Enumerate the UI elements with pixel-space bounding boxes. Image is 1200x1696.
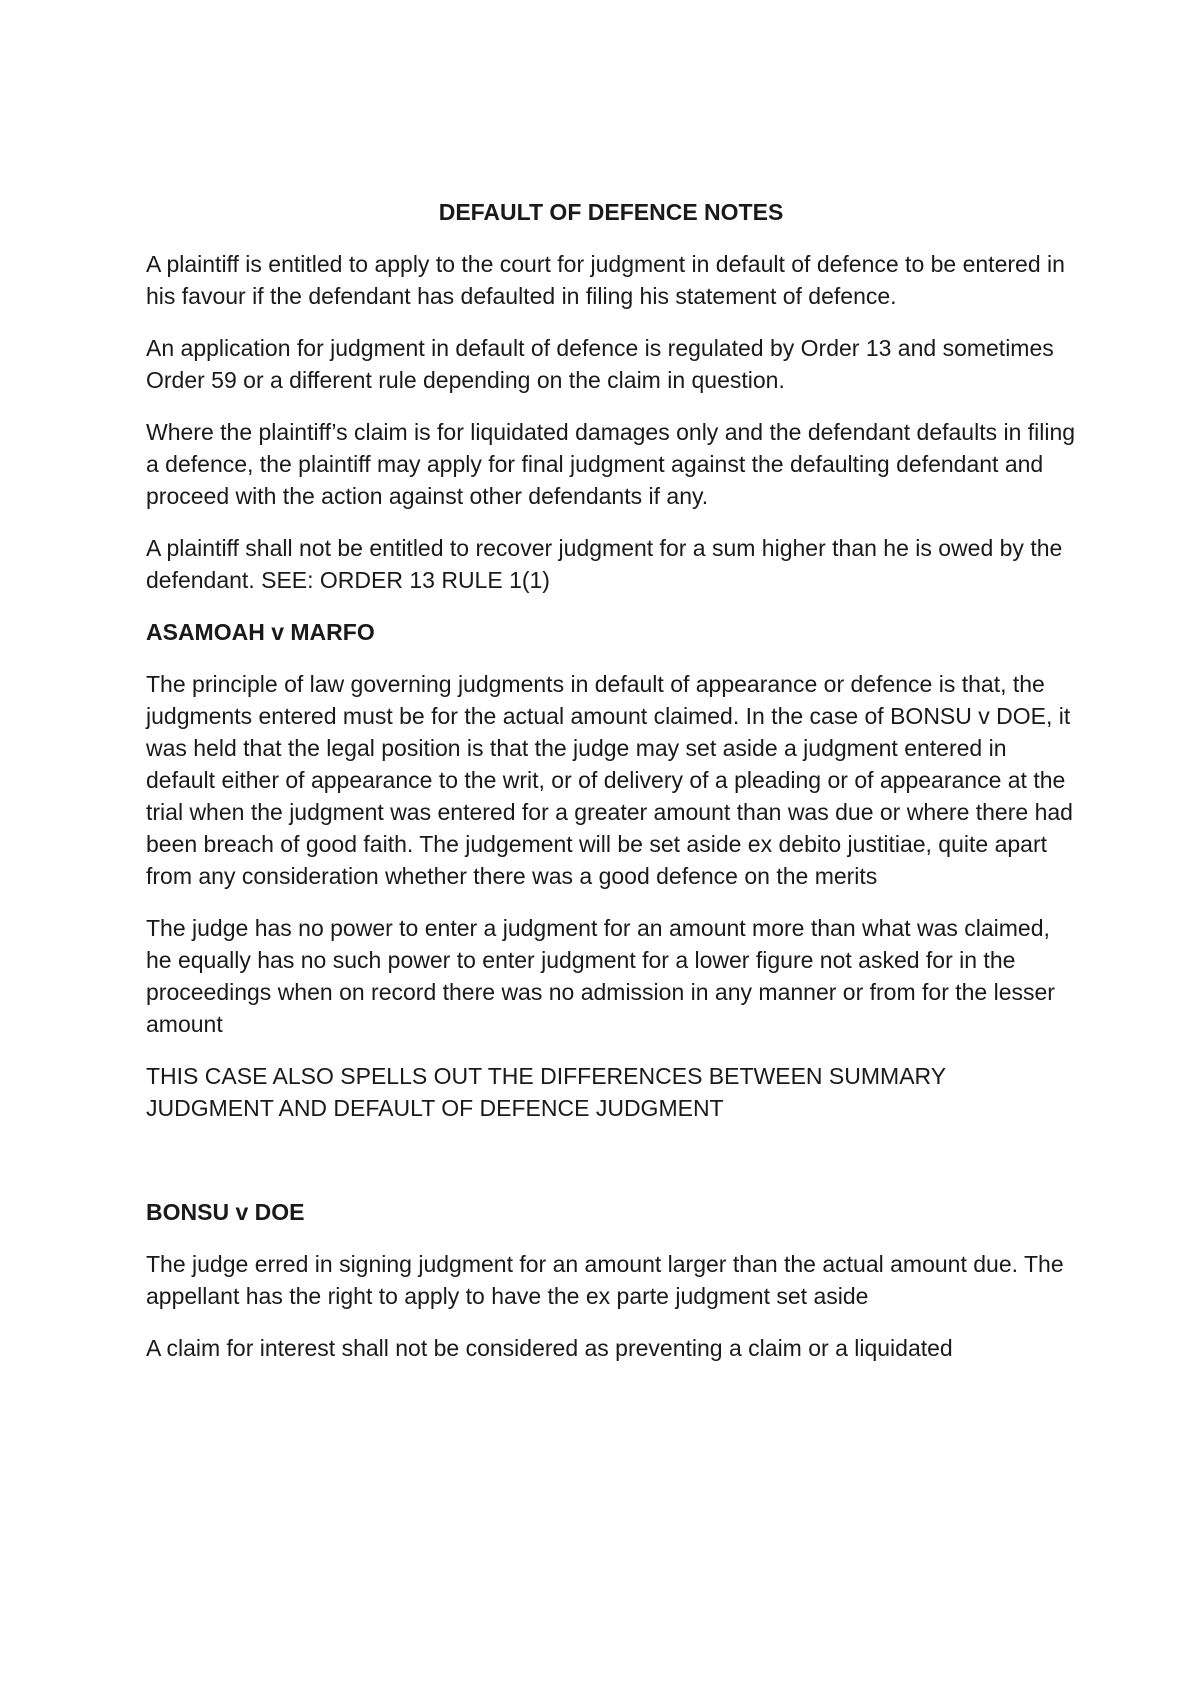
case-paragraph: The judge erred in signing judgment for an amount larger than the actual amount due. The appellant has the right to apply to have the ex parte judgment set aside (146, 1251, 1064, 1309)
case-paragraph: The principle of law governing judgments in default of appearance or defence is that, the judgments entered must be for the actual amount claimed. In the case of BONSU v DOE, it was held that the legal position is that the judge may set aside a judgment entered in default either of appearance to the writ, or of delivery of a pleading or of appearance at the trial when the judgment was entered for a greater amount than was due or where there had been breach of good faith. The judgement will be set aside ex debito justitiae, quite apart from any consideration whether there was a good defence on the merits (146, 671, 1073, 889)
section-spacer (146, 1144, 1076, 1196)
intro-paragraph: Where the plaintiff’s claim is for liquidated damages only and the defendant defaults in filing a defence, the plaintiff may apply for final judgment against the defaulting defendant and proceed with the action against other defendants if any. (146, 419, 1076, 509)
intro-paragraph: A plaintiff is entitled to apply to the court for judgment in default of defence to be entered in his favour if the defendant has defaulted in filing his statement of defence. (146, 251, 1065, 309)
case-paragraph: The judge has no power to enter a judgment for an amount more than what was claimed, he equally has no such power to enter judgment for a lower figure not asked for in the proceedings when on record there was no admission in any manner or from for the lesser amount (146, 915, 1055, 1037)
case-heading-asamoah-v-marfo: ASAMOAH v MARFO (146, 619, 375, 645)
case-paragraph: A claim for interest shall not be considered as preventing a claim or a liquidated (146, 1335, 953, 1361)
document-title: DEFAULT OF DEFENCE NOTES (438, 199, 784, 225)
case-paragraph: THIS CASE ALSO SPELLS OUT THE DIFFERENCES BETWEEN SUMMARY JUDGMENT AND DEFAULT OF DEFENCE JUDGMENT (146, 1063, 946, 1121)
case-heading-bonsu-v-doe: BONSU v DOE (146, 1199, 305, 1225)
intro-paragraph: A plaintiff shall not be entitled to recover judgment for a sum higher than he is owed by the defendant. SEE: ORDER 13 RULE 1(1) (146, 535, 1063, 593)
intro-paragraph: An application for judgment in default of defence is regulated by Order 13 and sometimes Order 59 or a different rule depending on the claim in question. (146, 335, 1054, 393)
document-body (146, 196, 1076, 1384)
